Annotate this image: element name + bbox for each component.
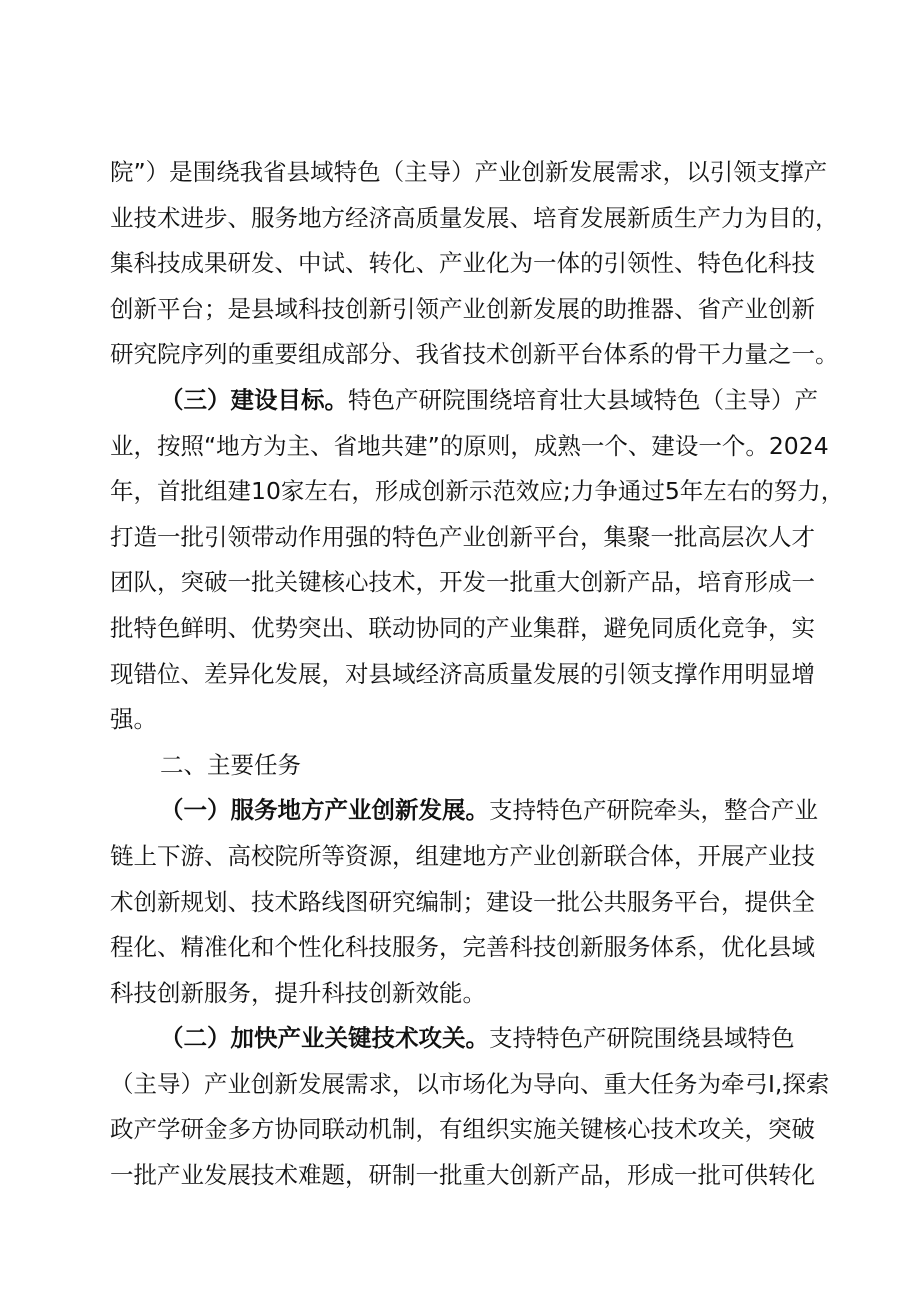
line-text: 政产学研金多方协同联动机制，有组织实施关键核心技术攻关，突破 xyxy=(110,1115,815,1144)
text-line xyxy=(110,196,839,242)
line-text: 强。 xyxy=(110,705,157,734)
text-line xyxy=(110,697,830,743)
text-line xyxy=(110,150,830,196)
section-heading-3: （三）建设目标。 xyxy=(160,385,348,414)
text-line xyxy=(110,560,830,606)
text-line xyxy=(110,834,830,880)
text-line xyxy=(110,332,839,378)
line-text: 科技创新服务，提升科技创新效能。 xyxy=(110,978,486,1007)
line-text: 现错位、差异化发展，对县域经济高质量发展的引领支撑作用明显增 xyxy=(110,659,815,688)
line-text: 集科技成果研发、中试、转化、产业化为一体的引领性、特色化科技 xyxy=(110,249,815,278)
line-text: 研究院序列的重要组成部分、我省技术创新平台体系的骨干力量之一。 xyxy=(110,340,839,369)
line-text: 支持特色产研院围绕县域特色 xyxy=(489,1024,795,1053)
line-text: 支持特色产研院牵头，整合产业 xyxy=(489,796,818,825)
section-heading-2: （二）加快产业关键技术攻关。 xyxy=(160,1024,489,1053)
text-line xyxy=(110,424,830,470)
text-line xyxy=(110,880,830,926)
text-line xyxy=(110,469,845,515)
document-page xyxy=(110,150,845,1199)
chapter-heading-2: 二、主要任务 xyxy=(160,750,301,779)
line-text: （主导）产业创新发展需求，以市场化为导向、重大任务为牵弓I,探索 xyxy=(110,1069,830,1098)
text-line xyxy=(110,1153,830,1199)
text-line xyxy=(110,515,830,561)
line-text: 打造一批引领带动作用强的特色产业创新平台，集聚一批高层次人才 xyxy=(110,522,815,551)
line-text: 业技术进步、服务地方经济高质量发展、培育发展新质生产力为目的， xyxy=(110,203,839,232)
section-heading-line xyxy=(110,788,830,834)
text-line xyxy=(110,606,830,652)
chapter-heading-line xyxy=(110,743,830,789)
line-text: 团队，突破一批关键核心技术，开发一批重大创新产品，培育形成一 xyxy=(110,568,815,597)
line-text: 特色产研院围绕培育壮大县域特色（主导）产 xyxy=(348,385,818,414)
line-text: 业，按照“地方为主、省地共建”的原则，成熟一个、建设一个。2024 xyxy=(110,431,829,460)
line-text: 创新平台；是县域科技创新引领产业创新发展的助推器、省产业创新 xyxy=(110,294,815,323)
text-line xyxy=(110,925,830,971)
section-heading-line xyxy=(110,378,830,424)
line-text: 链上下游、高校院所等资源，组建地方产业创新联合体，开展产业技 xyxy=(110,841,815,870)
line-text: 术创新规划、技术路线图研究编制；建设一批公共服务平台，提供全 xyxy=(110,887,815,916)
text-line xyxy=(110,971,830,1017)
text-line xyxy=(110,241,830,287)
text-line xyxy=(110,1107,830,1153)
line-text: 程化、精准化和个性化科技服务，完善科技创新服务体系，优化县域 xyxy=(110,933,815,962)
section-heading-line xyxy=(110,1016,830,1062)
line-text: 年，首批组建10家左右，形成创新示范效应;力争通过5年左右的努力， xyxy=(110,477,845,506)
text-line xyxy=(110,652,830,698)
line-text: 院”）是围绕我省县域特色（主导）产业创新发展需求，以引领支撑产 xyxy=(110,158,828,186)
section-heading-1: （一）服务地方产业创新发展。 xyxy=(160,796,489,825)
text-line xyxy=(110,287,830,333)
text-line xyxy=(110,1062,830,1108)
line-text: 一批产业发展技术难题，研制一批重大创新产品，形成一批可供转化 xyxy=(110,1161,815,1190)
line-text: 批特色鲜明、优势突出、联动协同的产业集群，避免同质化竞争，实 xyxy=(110,613,815,642)
